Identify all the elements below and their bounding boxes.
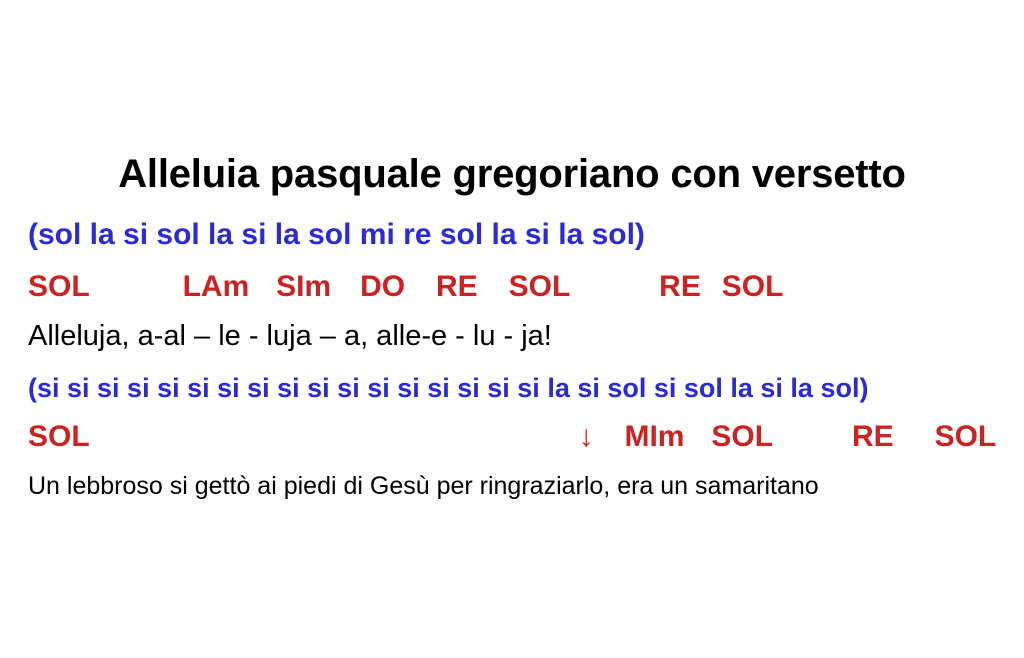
chord-sol-2: SOL (508, 270, 571, 303)
down-arrow-icon: ↓ (578, 420, 594, 453)
chord-sol-5: SOL (711, 420, 774, 453)
chord-sol-6: SOL (934, 420, 997, 453)
solfege-line-2: (si si si si si si si si si si si si si si si si si la si sol si sol la si la sol) (28, 373, 869, 403)
page-title: Alleluia pasquale gregoriano con versetto (118, 152, 906, 196)
chord-sim: SIm (276, 270, 332, 303)
lyrics-line-2: Un lebbroso si gettò ai piedi di Gesù per ringraziarlo, era un samaritano (28, 472, 819, 500)
chord-re-1: RE (436, 270, 478, 303)
solfege-line-1: (sol la si sol la si la sol mi re sol la si la sol) (28, 218, 645, 251)
chord-line-2 (28, 420, 1018, 454)
chord-re-3: RE (851, 420, 894, 453)
chord-sol-1: SOL (28, 270, 90, 303)
chord-sol-3: SOL (721, 270, 784, 303)
chord-re-2: RE (659, 270, 701, 303)
chord-lam: LAm (182, 270, 250, 303)
chord-do: DO (360, 270, 406, 303)
chord-line-1 (28, 270, 1018, 304)
lyrics-line-1: Alleluja, a-al – le - luja – a, alle-e - lu - ja! (28, 320, 552, 352)
chord-sol-4: SOL (28, 420, 90, 453)
chord-mim: MIm (624, 420, 685, 453)
